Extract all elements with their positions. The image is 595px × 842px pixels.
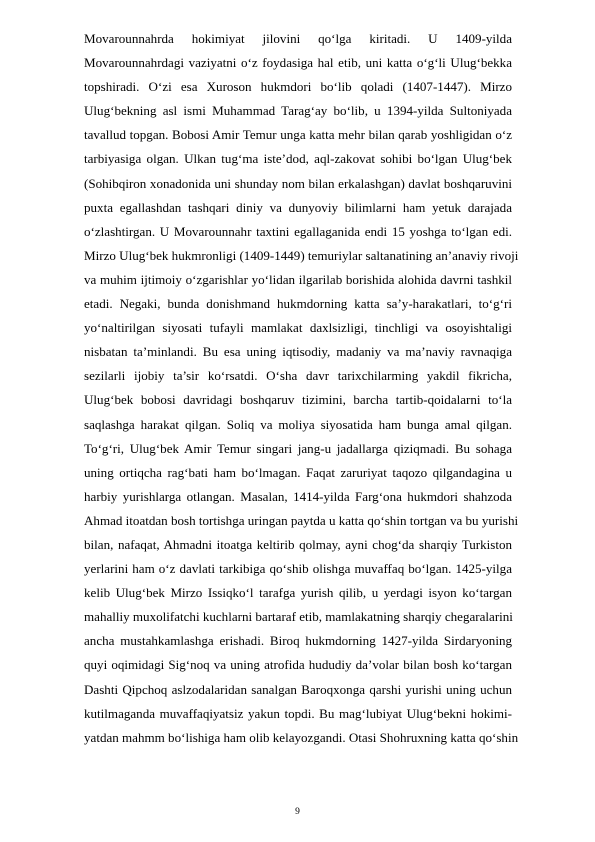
text-line: bilan, nafaqat, Ahmadni itoatga keltirib qolmay, ayni chog‘da sharqiy Turkiston (84, 536, 512, 552)
text-line: Mirzo Ulug‘bek hukmronligi (1409-1449) temuriylar saltanatining an’anaviy rivoji (84, 247, 519, 263)
text-line: etadi. Negaki, bunda donishmand hukmdorning katta sa’y-harakatlari, to‘g‘ri (84, 296, 512, 312)
text-line: Ulug‘bekning asl ismi Muhammad Tarag‘ay bo‘lib, u 1394-yilda Sultoniyada (84, 103, 512, 119)
text-line: To‘g‘ri, Ulug‘bek Amir Temur singari jang-u jadallarga qiziqmadi. Bu sohaga (84, 440, 512, 456)
text-line: va muhim ijtimoiy o‘zgarishlar yo‘lidan ilgarilab borishida alohida davrni tashkil (84, 271, 512, 287)
text-line: tarbiyasiga olgan. Ulkan tug‘ma iste’dod, aql-zakovat sohibi bo‘lgan Ulug‘bek (84, 151, 512, 167)
text-line: topshiradi. O‘zi esa Xuroson hukmdori bo‘lib qoladi (1407-1447). Mirzo (84, 79, 512, 95)
text-line: tavallud topgan. Bobosi Amir Temur unga katta mehr bilan qarab yoshligidan o‘z (84, 127, 512, 143)
text-line: Ahmad itoatdan bosh tortishga uringan paytda u katta qo‘shin tortgan va bu yurishi (84, 512, 519, 528)
text-line: yerlarini ham o‘z davlati tarkibiga qo‘shib olishga muvaffaq bo‘lgan. 1425-yilga (84, 561, 512, 577)
body-paragraph (84, 27, 519, 750)
text-line: saqlashga harakat qilgan. Soliq va moliya siyosatida ham bunga amal qilgan. (84, 416, 512, 432)
text-line: yo‘naltirilgan siyosati tufayli mamlakat daxlsizligi, tinchligi va osoyishtaligi (84, 320, 512, 336)
text-line: uning ortiqcha rag‘bati ham bo‘lmagan. Faqat zaruriyat taqozo qilgandagina u (84, 464, 512, 480)
text-line: kelib Ulug‘bek Mirzo Issiqko‘l tarafga yurish qilib, u yerdagi isyon ko‘targan (84, 585, 512, 601)
page-number: 9 (295, 807, 300, 817)
text-line: puxta egallashdan tashqari diniy va dunyoviy bilimlarni ham yetuk darajada (84, 199, 512, 215)
text-line: harbiy yurishlarga otlangan. Masalan, 1414-yilda Farg‘ona hukmdori shahzoda (84, 488, 512, 504)
text-line: Ulug‘bek bobosi davridagi boshqaruv tizimini, barcha tartib-qoidalarni to‘la (84, 392, 512, 408)
text-line: mahalliy muxolifatchi kuchlarni bartaraf etib, mamlakatning sharqiy chegaralarini (84, 609, 513, 625)
text-line: Dashti Qipchoq aslzodalaridan sanalgan Baroqxonga qarshi yurishi uning uchun (84, 681, 512, 697)
text-line: o‘zlashtirgan. U Movarounnahr taxtini egallaganida endi 15 yoshga to‘lgan edi. (84, 223, 512, 239)
text-line: quyi oqimidagi Sig‘noq va uning atrofida hududiy da’volar bilan bosh ko‘targan (84, 657, 512, 673)
text-line: Movarounnahrda hokimiyat jilovini qo‘lga kiritadi. U 1409-yilda (84, 31, 512, 46)
text-line: sezilarli ijobiy ta’sir ko‘rsatdi. O‘sha davr tarixchilarming yakdil fikricha, (84, 368, 512, 384)
text-line: kutilmaganda muvaffaqiyatsiz yakun topdi. Bu mag‘lubiyat Ulug‘bekni hokimi- (84, 705, 512, 721)
text-line: nisbatan ta’minlandi. Bu esa uning iqtisodiy, madaniy va ma’naviy ravnaqiga (84, 344, 512, 360)
text-line: yatdan mahmm bo‘lishiga ham olib kelayozgandi. Otasi Shohruxning katta qo‘shin (84, 729, 519, 745)
text-line: ancha mustahkamlashga erishadi. Biroq hukmdorning 1427-yilda Sirdaryoning (84, 633, 512, 649)
text-line: (Sohibqiron xonadonida uni shunday nom bilan erkalashgan) davlat boshqaruvini (84, 175, 512, 191)
text-line: Movarounnahrdagi vaziyatni o‘z foydasiga hal etib, uni katta o‘g‘li Ulug‘bekka (84, 55, 512, 71)
